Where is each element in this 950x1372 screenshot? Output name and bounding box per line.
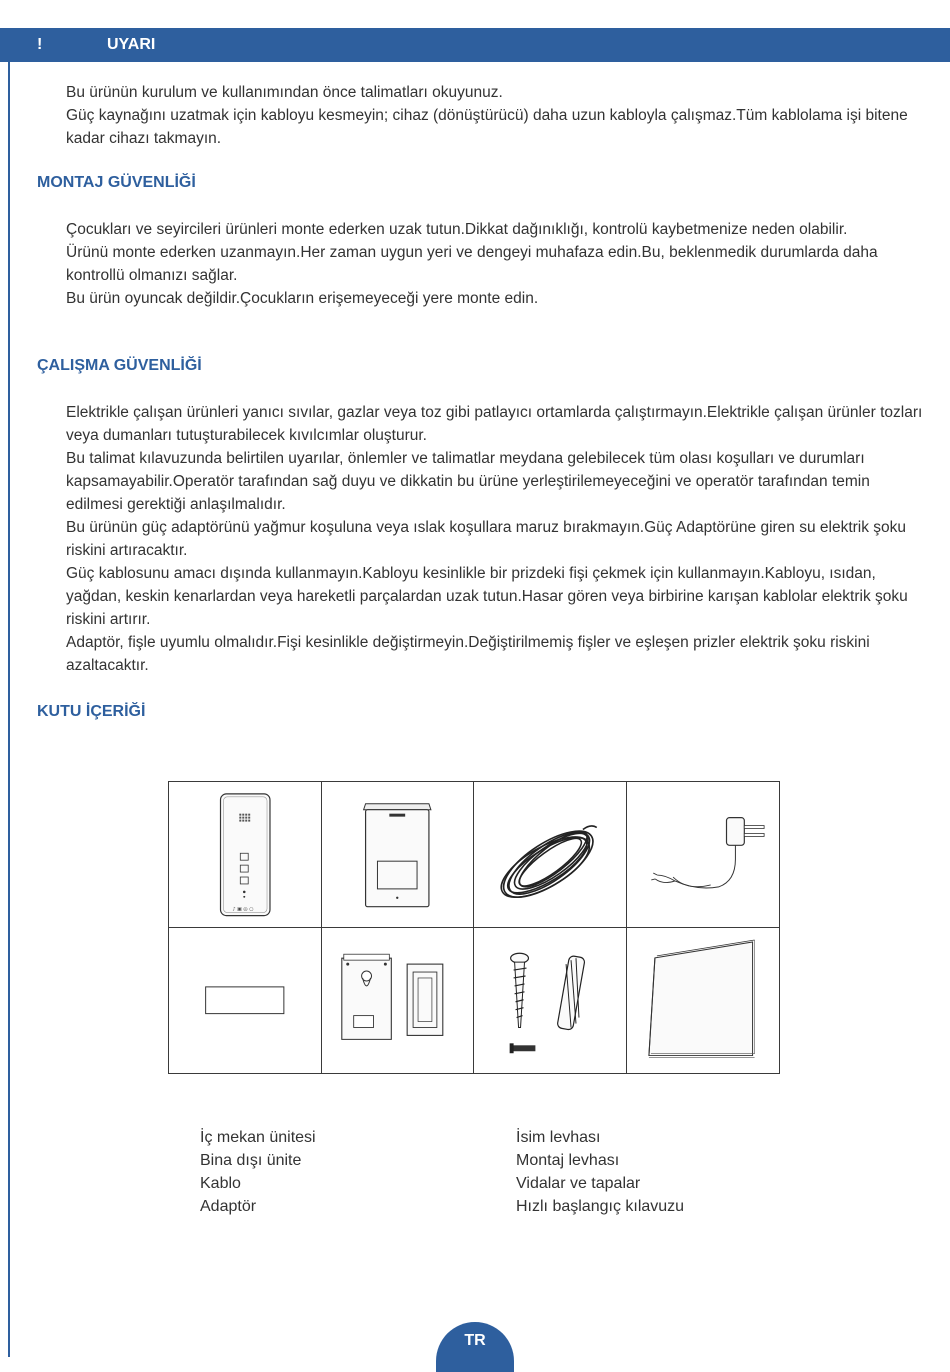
adapter-image [627, 782, 780, 928]
indoor-unit-image [169, 782, 322, 928]
assembly-line: Bu ürün oyuncak değildir.Çocukların erişemeyeceği yere monte edin. [66, 290, 539, 307]
warning-line: Güç kaynağını uzatmak için kabloyu kesmeyin; cihaz (dönüştürücü) daha uzun kabloyla çalışmaz.Tüm kablolama işi bitene kadar cihazı takmayın. [66, 107, 908, 147]
cable-image [474, 782, 627, 928]
operation-line: Bu talimat kılavuzunda belirtilen uyarılar, önlemler ve talimatlar meydana gelebilecek tüm olası koşulları ve durumları kapsamayabilir.Operatör tarafından sağ duyu ve dikkatin bu ürüne yerleştirilemeyeceğini ve operatör tarafından temin edilmesi gerektiği anlaşılmalıdır. [66, 450, 870, 513]
outdoor-unit-icon [322, 782, 474, 927]
box-item: İsim levhası [516, 1129, 601, 1146]
screws-plugs-icon [474, 928, 626, 1074]
assembly-heading: MONTAJ GÜVENLİĞİ [37, 174, 196, 191]
box-contents-grid [168, 781, 780, 1074]
box-item: Hızlı başlangıç kılavuzu [516, 1198, 685, 1215]
outdoor-unit-image [322, 782, 475, 928]
name-plate-icon [169, 928, 321, 1074]
quick-guide-image [627, 928, 780, 1074]
indoor-unit-icon [169, 782, 321, 927]
page-tab-label: TR [464, 1332, 486, 1349]
cable-icon [474, 782, 626, 927]
language-page-tab [436, 1322, 514, 1372]
box-item: Adaptör [200, 1198, 257, 1215]
box-item: Kablo [200, 1175, 241, 1192]
operation-line: Adaptör, fişle uyumlu olmalıdır.Fişi kesinlikle değiştirmeyin.Değiştirilmemiş fişler ve eşleşen prizler elektrik şoku riskini azaltacaktır. [66, 634, 870, 674]
left-margin-rule [8, 58, 10, 1357]
mounting-plate-icon [322, 928, 474, 1074]
warning-mark: ! [37, 36, 43, 53]
assembly-line: Çocukları ve seyircileri ürünleri monte ederken uzak tutun.Dikkat dağınıklığı, kontrolü kaybetmenize neden olabilir. [66, 221, 848, 238]
warning-line: Bu ürünün kurulum ve kullanımından önce talimatları okuyunuz. [66, 84, 503, 101]
box-item: Vidalar ve tapalar [516, 1175, 641, 1192]
warning-text [66, 81, 926, 150]
operation-line: Bu ürünün güç adaptörünü yağmur koşuluna veya ıslak koşullara maruz bırakmayın.Güç Adaptörüne giren su elektrik şoku riskini artıracaktır. [66, 519, 907, 559]
assembly-line: Ürünü monte ederken uzanmayın.Her zaman uygun yeri ve dengeyi muhafaza edin.Bu, beklenmedik durumlarda daha kontrollü olmanızı sağlar. [66, 244, 878, 284]
mounting-plate-image [322, 928, 475, 1074]
operation-text [66, 401, 926, 677]
box-item: Montaj levhası [516, 1152, 620, 1169]
quick-guide-icon [627, 928, 780, 1074]
adapter-icon [627, 782, 780, 927]
svg-text:♪ ▣ ◎ ○: ♪ ▣ ◎ ○ [232, 906, 254, 913]
assembly-text [66, 218, 926, 310]
screws-plugs-image [474, 928, 627, 1074]
warning-title: UYARI [107, 36, 156, 53]
name-plate-image [169, 928, 322, 1074]
box-items-left [200, 1126, 316, 1218]
operation-line: Güç kablosunu amacı dışında kullanmayın.Kabloyu kesinlikle bir prizdeki fişi çekmek için kullanmayın.Kabloyu, ısıdan, yağdan, keskin kenarlardan veya hareketli parçalardan uzak tutun.Hasar gören veya birbirine karışan kablolar elektrik şoku riskini artırır. [66, 565, 908, 628]
operation-heading: ÇALIŞMA GÜVENLİĞİ [37, 357, 202, 374]
box-item: İç mekan ünitesi [200, 1129, 316, 1146]
operation-line: Elektrikle çalışan ürünleri yanıcı sıvılar, gazlar veya toz gibi patlayıcı ortamlarda çalıştırmayın.Elektrikle çalışan ürünler tozları veya dumanları tutuşturabilecek kıvılcımlar oluşturur. [66, 404, 923, 444]
box-items-right [516, 1126, 684, 1218]
box-contents-heading: KUTU İÇERİĞİ [37, 703, 146, 720]
box-item: Bina dışı ünite [200, 1152, 302, 1169]
warning-header-bar [0, 28, 950, 62]
